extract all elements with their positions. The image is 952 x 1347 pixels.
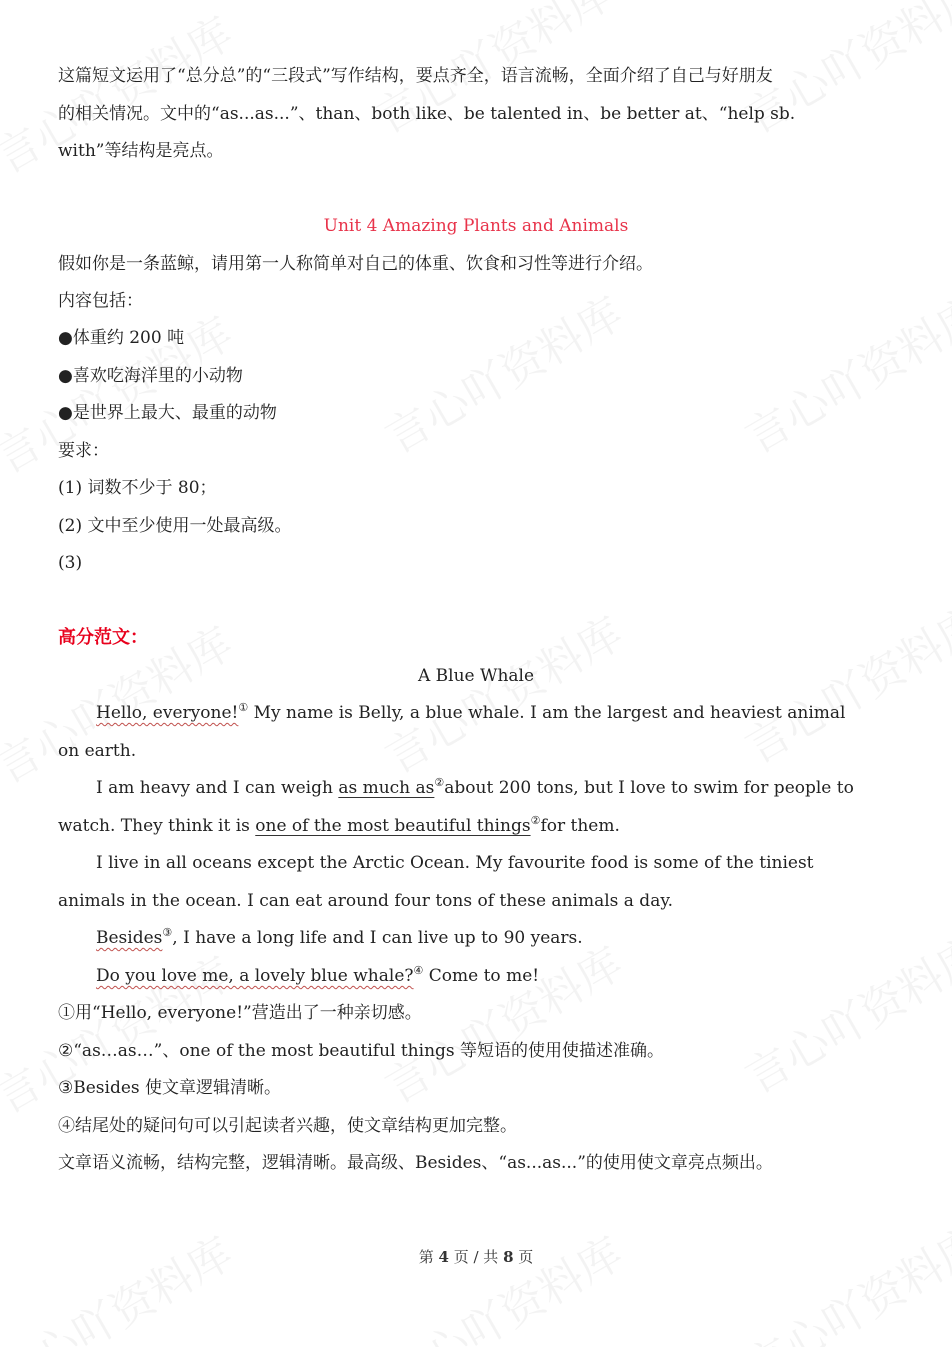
essay-text: about 200 tons, but I love to swim for people to [444, 778, 854, 798]
watermark [372, 598, 633, 785]
essay-paragraph-2-cont [58, 814, 620, 838]
page-footer [0, 1246, 952, 1267]
intro-line-3: with”等结构是亮点。 [58, 141, 224, 161]
note-marker: ② [434, 776, 445, 789]
highlight-phrase: one of the most beautiful things [255, 816, 531, 836]
essay-paragraph-1 [96, 701, 845, 725]
page-number: 4 [438, 1248, 449, 1266]
intro-line-1: 这篇短文运用了“总分总”的“三段式”写作结构，要点齐全，语言流畅，全面介绍了自己与好朋友 [58, 66, 773, 86]
essay-paragraph-5 [96, 964, 539, 988]
note-marker: ① [238, 701, 249, 714]
watermark [732, 278, 952, 465]
requirement-item: (3) [58, 553, 83, 573]
sample-heading: 高分范文： [58, 627, 148, 648]
task-prompt: 假如你是一条蓝鲸，请用第一人称简单对自己的体重、饮食和习性等进行介绍。 [58, 254, 653, 274]
essay-paragraph-4 [96, 926, 583, 950]
essay-text: I live in all oceans except the Arctic Ocean. My favourite food is some of the tiniest [96, 853, 814, 873]
note-marker: ④ [413, 964, 424, 977]
note-item: ④结尾处的疑问句可以引起读者兴趣，使文章结构更加完整。 [58, 1116, 517, 1136]
requirements-label: 要求： [58, 441, 109, 461]
essay-title: A Blue Whale [417, 666, 535, 686]
requirement-item: (2) 文中至少使用一处最高级。 [58, 516, 292, 536]
note-marker: ③ [162, 926, 173, 939]
requirement-item: (1) 词数不少于 80； [58, 478, 217, 498]
highlight-phrase: Hello, everyone! [96, 703, 239, 723]
watermark [372, 278, 633, 465]
watermark [372, 1218, 633, 1347]
bullet-item: ●是世界上最大、最重的动物 [58, 403, 277, 423]
watermark [0, 1218, 242, 1347]
summary-line: 文章语义流畅，结构完整，逻辑清晰。最高级、Besides、“as...as...”的使用使文章亮点频出。 [58, 1153, 773, 1173]
essay-text: for them. [540, 816, 620, 836]
note-item: ①用“Hello, everyone!”营造出了一种亲切感。 [58, 1003, 422, 1023]
content-label: 内容包括： [58, 291, 143, 311]
essay-text: watch. They think it is [58, 816, 256, 836]
footer-text: 第 [418, 1248, 439, 1266]
essay-text: I am heavy and I can weigh [96, 778, 339, 798]
essay-text: Come to me! [423, 966, 540, 986]
note-item: ③Besides 使文章逻辑清晰。 [58, 1078, 282, 1098]
intro-line-2: 的相关情况。文中的“as...as...”、than、both like、be talented in、be better at、“help sb. [58, 104, 796, 124]
footer-text: 页 / 共 [448, 1248, 504, 1266]
watermark [732, 918, 952, 1105]
bullet-item: ●喜欢吃海洋里的小动物 [58, 366, 243, 386]
watermark [732, 1208, 952, 1347]
note-item: ②“as…as…”、one of the most beautiful things 等短语的使用使描述准确。 [58, 1041, 665, 1061]
essay-text: on earth. [58, 741, 137, 761]
essay-text: My name is Belly, a blue whale. I am the largest and heaviest animal [248, 703, 846, 723]
footer-text: 页 [513, 1248, 534, 1266]
essay-text: , I have a long life and I can live up to 90 years. [172, 928, 583, 948]
note-marker: ② [530, 814, 541, 827]
highlight-phrase: Do you love me, a lovely blue whale? [96, 966, 414, 986]
unit-title: Unit 4 Amazing Plants and Animals [323, 216, 629, 236]
highlight-phrase: Besides [96, 928, 163, 948]
highlight-phrase: as much as [338, 778, 435, 798]
bullet-item: ●体重约 200 吨 [58, 328, 185, 348]
total-pages: 8 [503, 1248, 514, 1266]
essay-text: animals in the ocean. I can eat around four tons of these animals a day. [58, 891, 674, 911]
essay-paragraph-2 [96, 776, 854, 800]
